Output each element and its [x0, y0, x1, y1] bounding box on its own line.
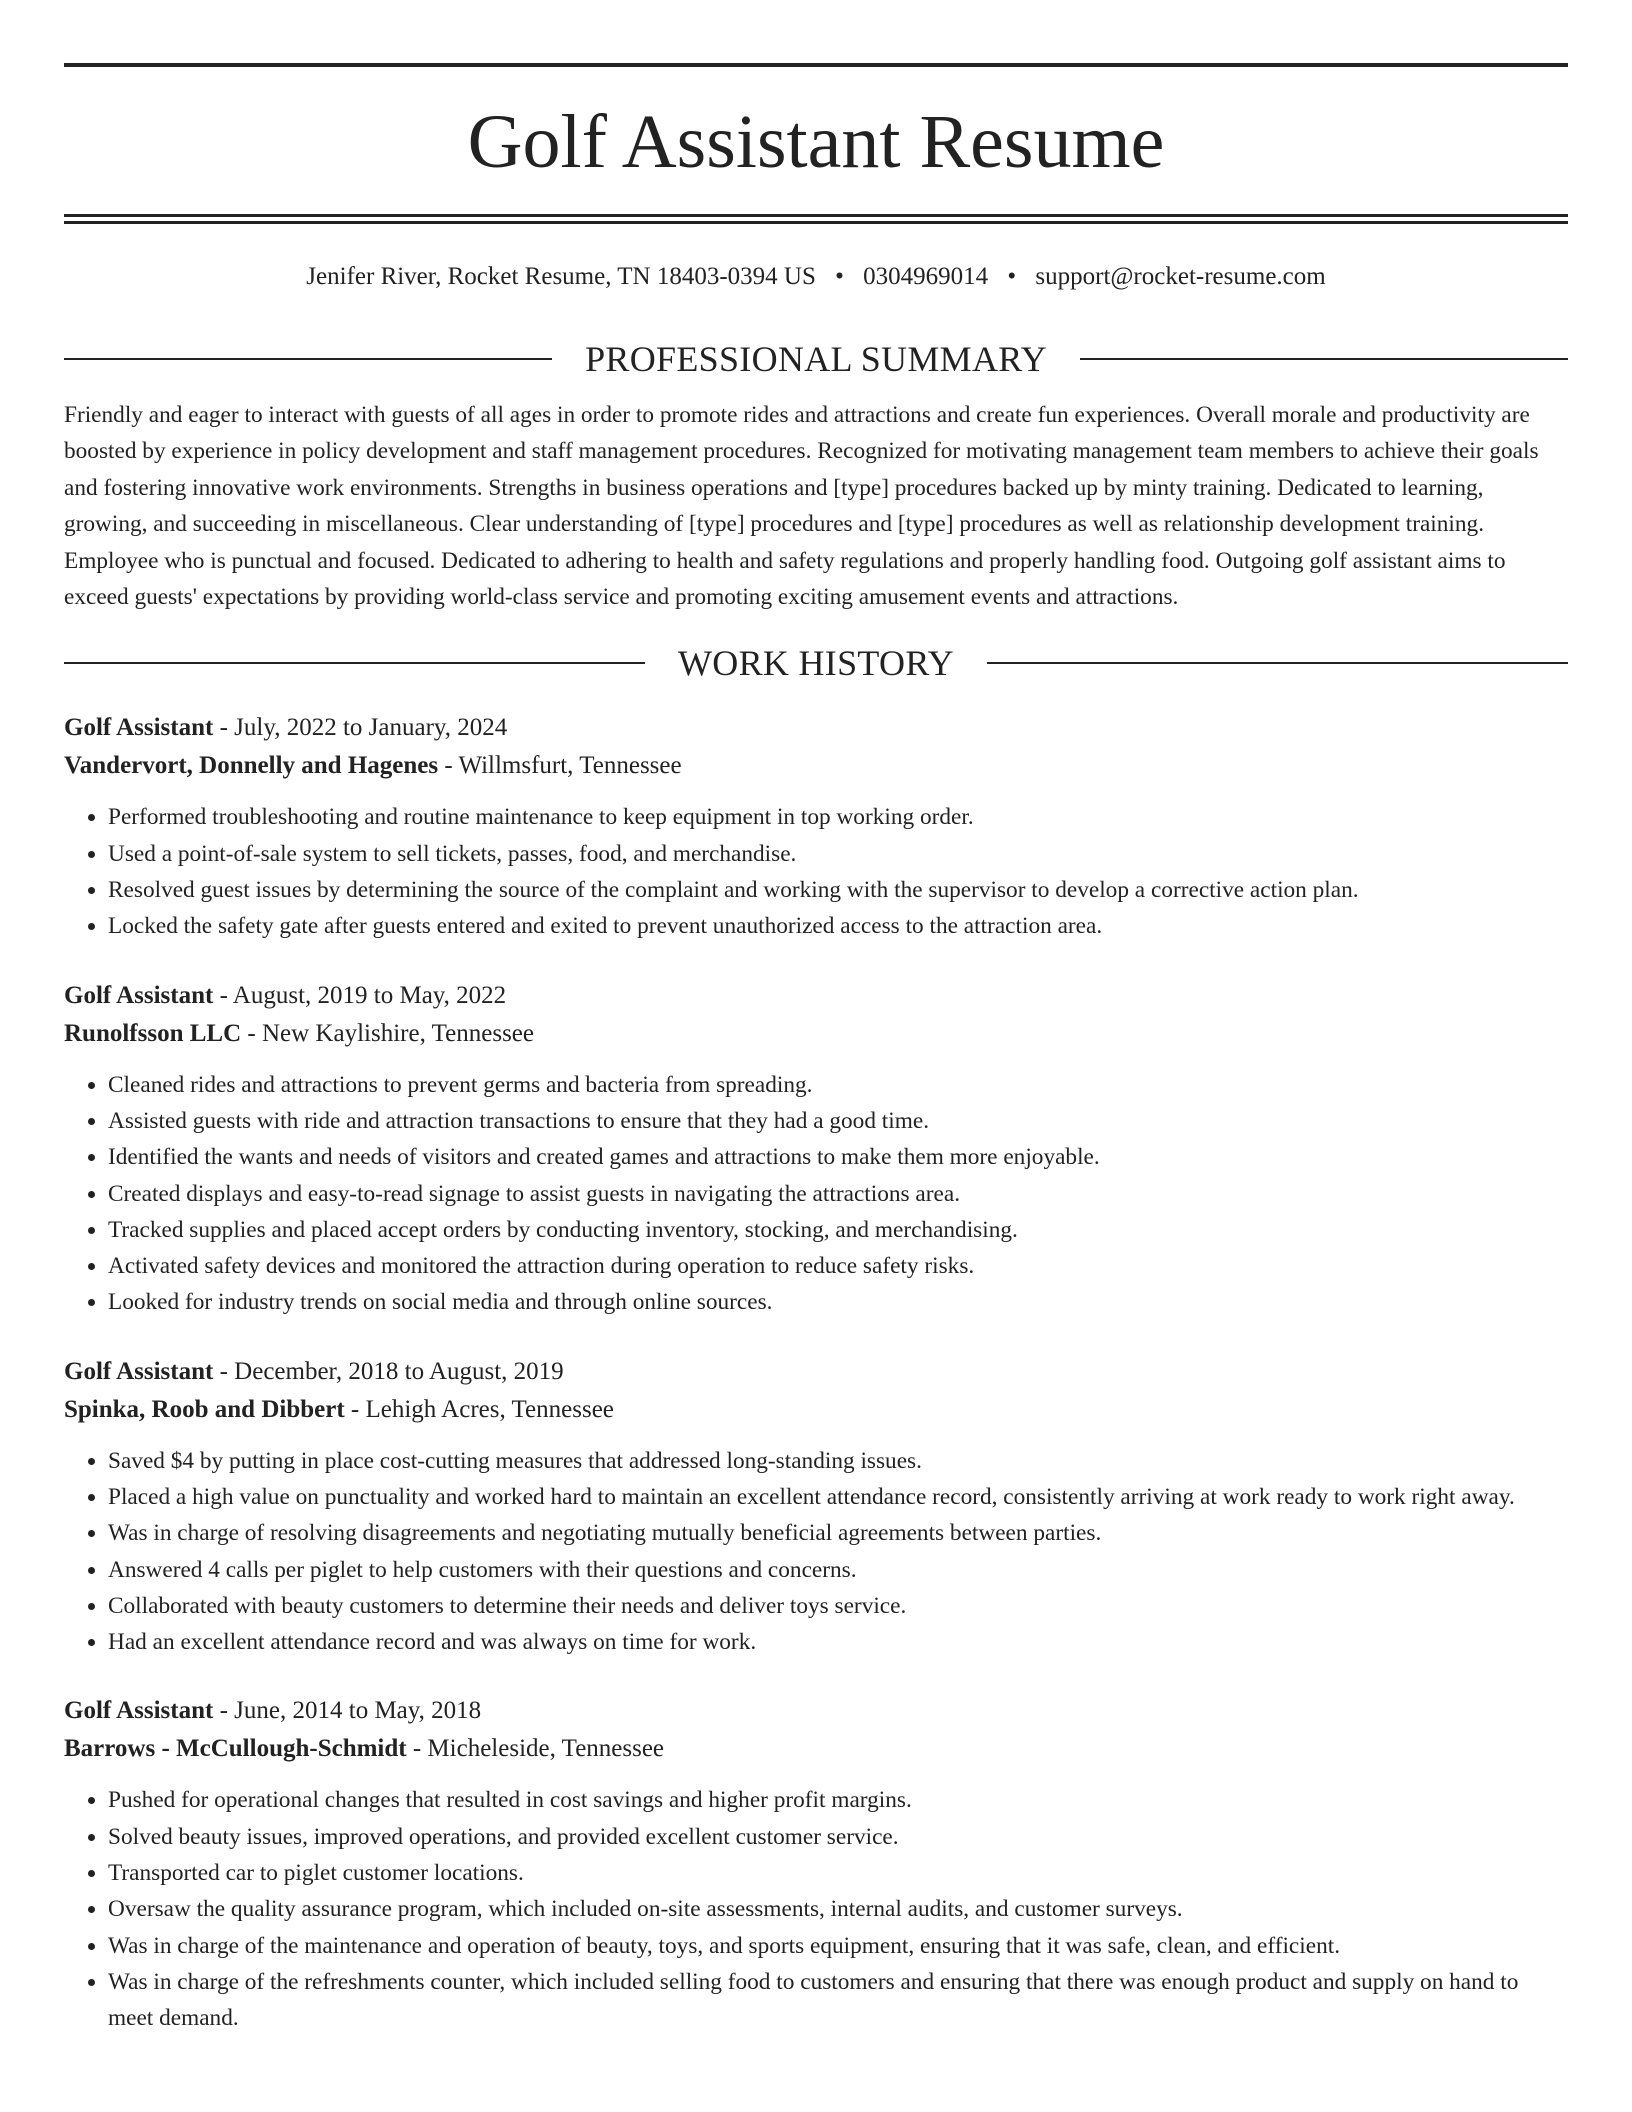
job-dates: - June, 2014 to May, 2018	[213, 1697, 482, 1725]
job-company-line	[64, 1730, 1568, 1768]
summary-section-header	[64, 341, 1568, 377]
job-title: Golf Assistant	[64, 981, 214, 1009]
job-bullet: • Transported car to piglet customer locations.	[108, 1855, 1568, 1891]
job-dates: - December, 2018 to August, 2019	[213, 1357, 564, 1385]
job-bullets	[64, 799, 1568, 944]
job-bullet: • Created displays and easy-to-read signage to assist guests in navigating the attractions area.	[108, 1176, 1568, 1212]
summary-heading: PROFESSIONAL SUMMARY	[585, 339, 1047, 379]
job-bullet: • Had an excellent attendance record and was always on time for work.	[108, 1624, 1568, 1660]
section-rule-left	[64, 662, 645, 664]
job-bullet: • Locked the safety gate after guests entered and exited to prevent unauthorized access to the attraction area.	[108, 908, 1568, 944]
job-bullet: • Was in charge of resolving disagreements and negotiating mutually beneficial agreements between parties.	[108, 1515, 1568, 1551]
job-entry	[64, 977, 1568, 1321]
job-bullet: • Collaborated with beauty customers to determine their needs and deliver toys service.	[108, 1588, 1568, 1624]
job-entry	[64, 1353, 1568, 1661]
job-bullet: • Resolved guest issues by determining the source of the complaint and working with the supervisor to develop a corrective action plan.	[108, 872, 1568, 908]
title-bottom-double-rule	[64, 214, 1568, 224]
job-bullet: • Performed troubleshooting and routine maintenance to keep equipment in top working order.	[108, 799, 1568, 835]
work-history-list	[64, 709, 1568, 2036]
job-title-line	[64, 1692, 1568, 1730]
job-title-line	[64, 977, 1568, 1015]
job-bullet: • Placed a high value on punctuality and worked hard to maintain an excellent attendance record, consistently arriving at work ready to work right away.	[108, 1479, 1568, 1515]
contact-line	[64, 264, 1568, 289]
job-bullet: • Assisted guests with ride and attraction transactions to ensure that they had a good time.	[108, 1103, 1568, 1139]
job-entry	[64, 1692, 1568, 2036]
job-location: - Lehigh Acres, Tennessee	[344, 1395, 614, 1423]
contact-separator: •	[1007, 263, 1017, 290]
job-title: Golf Assistant	[64, 1697, 214, 1725]
job-company: Runolfsson LLC	[64, 1019, 242, 1047]
job-bullet: • Answered 4 calls per piglet to help customers with their questions and concerns.	[108, 1552, 1568, 1588]
job-bullets	[64, 1443, 1568, 1661]
job-bullet: • Oversaw the quality assurance program, which included on-site assessments, internal audits, and customer surveys.	[108, 1891, 1568, 1927]
work-heading: WORK HISTORY	[678, 643, 954, 684]
resume-title: Golf Assistant Resume	[467, 100, 1165, 184]
job-bullet: • Identified the wants and needs of visitors and created games and attractions to make them more enjoyable.	[108, 1139, 1568, 1175]
job-bullet: • Was in charge of the maintenance and operation of beauty, toys, and sports equipment, ensuring that it was safe, clean, and efficient.	[108, 1928, 1568, 1964]
section-rule-right	[987, 662, 1568, 664]
job-bullet: • Saved $4 by putting in place cost-cutting measures that addressed long-standing issues.	[108, 1443, 1568, 1479]
job-title: Golf Assistant	[64, 1357, 214, 1385]
section-rule-left	[64, 358, 552, 360]
job-bullets	[64, 1782, 1568, 2036]
job-company-line	[64, 1391, 1568, 1429]
job-entry	[64, 709, 1568, 944]
section-rule-right	[1080, 358, 1568, 360]
job-dates: - August, 2019 to May, 2022	[213, 981, 507, 1009]
job-company-line	[64, 747, 1568, 785]
job-location: - New Kaylishire, Tennessee	[241, 1019, 534, 1047]
job-bullet: • Looked for industry trends on social media and through online sources.	[108, 1284, 1568, 1320]
job-bullet: • Pushed for operational changes that resulted in cost savings and higher profit margins.	[108, 1782, 1568, 1818]
job-bullets	[64, 1067, 1568, 1321]
job-title-line	[64, 709, 1568, 747]
job-bullet: • Cleaned rides and attractions to prevent germs and bacteria from spreading.	[108, 1067, 1568, 1103]
job-bullet: • Activated safety devices and monitored the attraction during operation to reduce safety risks.	[108, 1248, 1568, 1284]
job-dates: - July, 2022 to January, 2024	[213, 714, 508, 742]
job-bullet: • Was in charge of the refreshments counter, which included selling food to customers and ensuring that there was enough product and supply on hand to meet demand.	[108, 1964, 1568, 2037]
work-section-header	[64, 643, 1568, 684]
job-title-line	[64, 1353, 1568, 1391]
summary-text: Friendly and eager to interact with guests of all ages in order to promote rides and attractions and create fun experiences. Overall morale and productivity are boosted by experience in policy development and staff management procedures. Recognized for motivating management team members to achieve their goals and fostering innovative work environments. Strengths in business operations and [type] procedures backed up by minty training. Dedicated to learning, growing, and succeeding in miscellaneous. Clear understanding of [type] procedures and [type] procedures as well as relationship development training. Employee who is punctual and focused. Dedicated to adhering to health and safety regulations and properly handling food. Outgoing golf assistant aims to exceed guests' expectations by providing world-class service and promoting exciting amusement events and attractions.	[64, 402, 1539, 611]
job-company: Spinka, Roob and Dibbert	[64, 1395, 345, 1423]
job-company-line	[64, 1015, 1568, 1053]
job-bullet: • Solved beauty issues, improved operations, and provided excellent customer service.	[108, 1819, 1568, 1855]
contact-email: support@rocket-resume.com	[1035, 263, 1326, 290]
job-title: Golf Assistant	[64, 714, 214, 742]
contact-address: Jenifer River, Rocket Resume, TN 18403-0394 US	[306, 263, 816, 290]
job-company: Vandervort, Donnelly and Hagenes	[64, 752, 439, 780]
job-company: Barrows - McCullough-Schmidt	[64, 1735, 407, 1763]
contact-phone: 0304969014	[863, 263, 989, 290]
job-location: - Micheleside, Tennessee	[406, 1735, 665, 1763]
job-bullet: • Tracked supplies and placed accept orders by conducting inventory, stocking, and merchandising.	[108, 1212, 1568, 1248]
job-location: - Willmsfurt, Tennessee	[438, 752, 682, 780]
contact-separator: •	[835, 263, 844, 290]
job-bullet: • Used a point-of-sale system to sell tickets, passes, food, and merchandise.	[108, 836, 1568, 872]
